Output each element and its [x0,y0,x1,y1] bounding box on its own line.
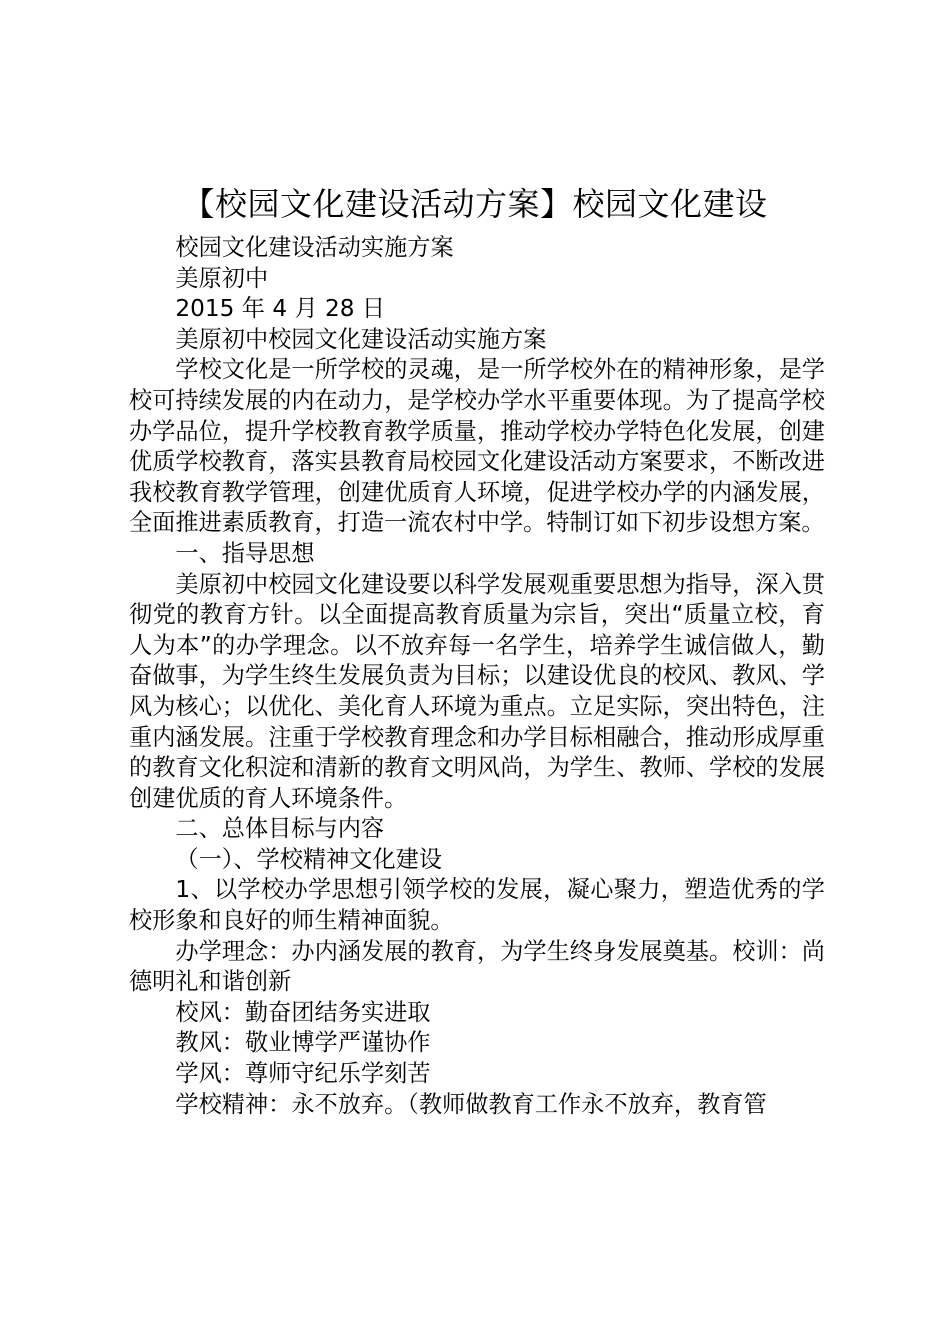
school-spirit-line: 学校精神：永不放弃。（教师做教育工作永不放弃，教育管 [175,1090,767,1118]
document-body [129,233,825,1120]
item-1-paragraph: 1、以学校办学思想引领学校的发展，凝心聚力，塑造优秀的学校形象和良好的师生精神面貌。 [129,876,825,935]
intro-paragraph: 学校文化是一所学校的灵魂，是一所学校外在的精神形象，是学校可持续发展的内在动力，是学校办学水平重要体现。为了提高学校办学品位，提升学校教育教学质量，推动学校办学特色化发展，创建优质学校教育，落实县教育局校园文化建设活动方案要求，不断改进我校教育教学管理，创建优质育人环境，促进学校办学的内涵发展，全面推进素质教育，打造一流农村中学。特制订如下初步设想方案。 [129,356,825,537]
section-heading-guiding-thought: 一、指导思想 [175,539,315,567]
school-name-line: 美原初中 [175,264,269,292]
school-philosophy-paragraph: 办学理念：办内涵发展的教育，为学生终身发展奠基。校训：尚德明礼和谐创新 [129,937,825,996]
subsection-heading-spirit-culture: （一）、学校精神文化建设 [175,845,443,873]
section-heading-goals: 二、总体目标与内容 [175,815,385,843]
teaching-ethos-line: 教风：敬业博学严谨协作 [175,1029,431,1057]
study-ethos-line: 学风：尊师守纪乐学刻苦 [175,1060,431,1088]
plan-name-line: 校园文化建设活动实施方案 [175,234,454,261]
subtitle-line: 美原初中校园文化建设活动实施方案 [175,325,547,353]
guiding-thought-paragraph: 美原初中校园文化建设要以科学发展观重要思想为指导，深入贯彻党的教育方针。以全面提高教育质量为宗旨，突出“质量立校，育人为本”的办学理念。以不放弃每一名学生，培养学生诚信做人，勤奋做事，为学生终生发展负责为目标；以建设优良的校风、教风、学风为核心；以优化、美化育人环境为重点。立足实际，突出特色，注重内涵发展。注重于学校教育理念和办学目标相融合，推动形成厚重的教育文化积淀和清新的教育文明风尚，为学生、教师、学校的发展创建优质的育人环境条件。 [129,570,825,812]
school-ethos-line: 校风：勤奋团结务实进取 [175,998,431,1026]
date-line: 2015 年 4 月 28 日 [175,295,386,323]
document-title: 【校园文化建设活动方案】校园文化建设 [182,185,768,223]
